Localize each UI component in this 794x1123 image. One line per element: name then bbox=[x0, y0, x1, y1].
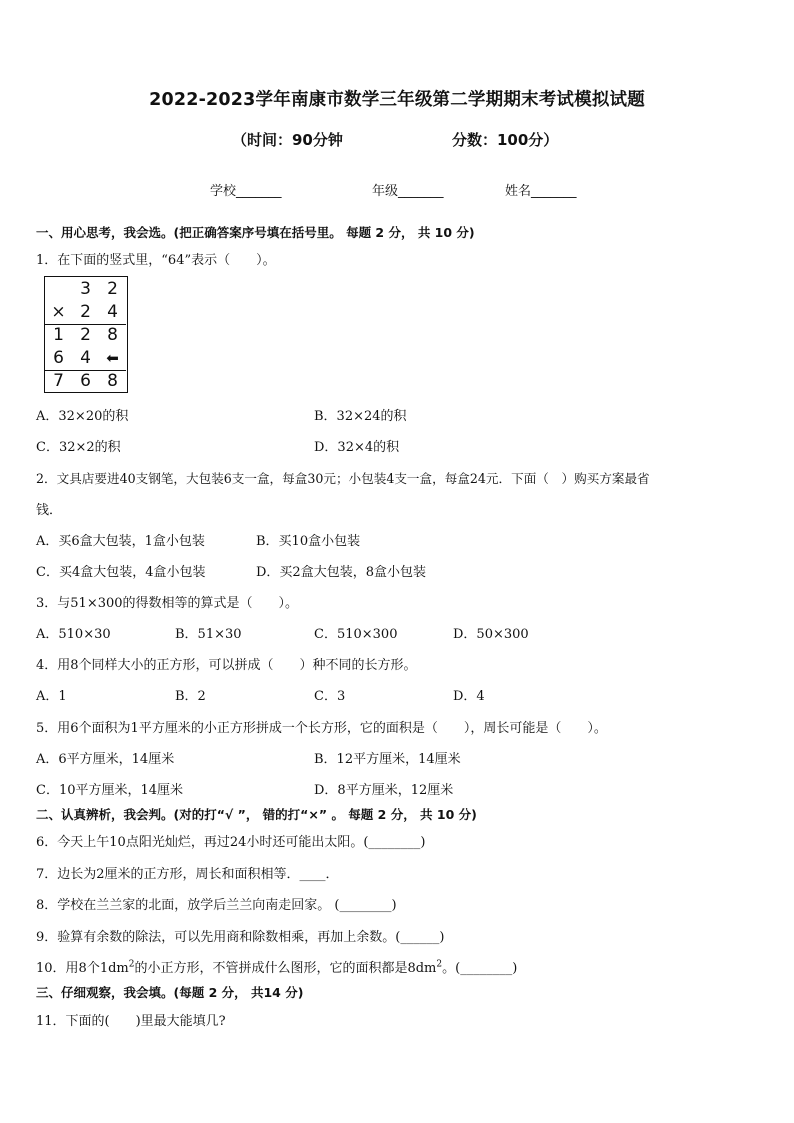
q2-option-b[interactable]: B．买10盒小包装 bbox=[256, 534, 361, 549]
q5-option-a[interactable]: A．6平方厘米，14厘米 bbox=[36, 752, 175, 767]
q4-option-b[interactable]: B．2 bbox=[175, 689, 206, 704]
section-heading-3: 三、仔细观察，我会填。(每题 2 分， 共14 分) bbox=[36, 985, 304, 1000]
q5-option-d[interactable]: D．8平方厘米，12厘米 bbox=[314, 783, 454, 798]
grid-row: 7 6 8 bbox=[53, 371, 118, 391]
vertical-multiplication bbox=[44, 276, 128, 393]
q3-option-b[interactable]: B．51×30 bbox=[175, 627, 242, 642]
grade-field: 年级_______ bbox=[372, 184, 444, 199]
question-10: 10．用8个$1dm^2$的小正方形，不管拼成什么图形，它的面积都是$8dm^2$。(________) bbox=[36, 959, 518, 976]
q1-option-a[interactable]: A．32×20的积 bbox=[36, 409, 129, 424]
q5-option-c[interactable]: C．10平方厘米，14厘米 bbox=[36, 783, 184, 798]
q3-option-d[interactable]: D．50×300 bbox=[453, 627, 529, 642]
exam-time: （时间：90分钟 bbox=[232, 131, 343, 149]
question-2-cont: 钱． bbox=[36, 503, 63, 518]
q2-option-d[interactable]: D．买2盒大包装，8盒小包装 bbox=[256, 565, 426, 580]
q1-option-c[interactable]: C．32×2的积 bbox=[36, 440, 121, 455]
question-5: 5．用6个面积为1平方厘米的小正方形拼成一个长方形，它的面积是（ ），周长可能是（ ）。 bbox=[36, 721, 607, 736]
q1-option-b[interactable]: B．32×24的积 bbox=[314, 409, 407, 424]
section-heading-1: 一、用心思考，我会选。(把正确答案序号填在括号里。 每题 2 分， 共 10 分) bbox=[36, 225, 475, 240]
grid-row: × 2 4 bbox=[51, 302, 118, 322]
grid-row: 1 2 8 bbox=[53, 325, 118, 345]
question-8: 8．学校在兰兰家的北面，放学后兰兰向南走回家。 (________) bbox=[36, 898, 397, 913]
page-title: 2022-2023学年南康市数学三年级第二学期期末考试模拟试题 bbox=[149, 90, 645, 110]
question-9: 9．验算有余数的除法，可以先用商和除数相乘，再加上余数。(______) bbox=[36, 930, 445, 945]
q4-option-c[interactable]: C．3 bbox=[314, 689, 346, 704]
question-3: 3．与51×300的得数相等的算式是（ ）。 bbox=[36, 596, 299, 611]
question-2: 2．文具店要进40支钢笔，大包装6支一盒，每盒30元；小包装4支一盒，每盒24元．下面（ ）购买方案最省 bbox=[36, 471, 650, 486]
q4-option-a[interactable]: A．1 bbox=[36, 689, 67, 704]
question-4: 4．用8个同样大小的正方形，可以拼成（ ）种不同的长方形。 bbox=[36, 658, 417, 673]
question-7: 7．边长为2厘米的正方形，周长和面积相等．____． bbox=[36, 867, 339, 882]
q1-option-d[interactable]: D．32×4的积 bbox=[314, 440, 400, 455]
grid-row: 6 4 ⬅ bbox=[45, 347, 126, 370]
arrow-left-icon: ⬅ bbox=[106, 349, 119, 367]
q2-option-a[interactable]: A．买6盒大包装，1盒小包装 bbox=[36, 534, 205, 549]
question-6: 6．今天上午10点阳光灿烂，再过24小时还可能出太阳。(________) bbox=[36, 835, 426, 850]
q4-option-d[interactable]: D．4 bbox=[453, 689, 485, 704]
question-1: 1．在下面的竖式里，“64”表示（ ）。 bbox=[36, 253, 276, 268]
school-field: 学校_______ bbox=[210, 184, 282, 199]
q5-option-b[interactable]: B．12平方厘米，14厘米 bbox=[314, 752, 461, 767]
grid-row: 3 2 bbox=[80, 279, 118, 299]
section-heading-2: 二、认真辨析，我会判。(对的打“√ ”， 错的打“×” 。 每题 2 分， 共 10 分) bbox=[36, 807, 477, 822]
name-field: 姓名_______ bbox=[505, 184, 577, 199]
q2-option-c[interactable]: C．买4盒大包装，4盒小包装 bbox=[36, 565, 206, 580]
q3-option-c[interactable]: C．510×300 bbox=[314, 627, 398, 642]
exam-score: 分数：100分） bbox=[452, 131, 559, 149]
q3-option-a[interactable]: A．510×30 bbox=[36, 627, 111, 642]
question-11: 11．下面的( )里最大能填几? bbox=[36, 1014, 226, 1029]
